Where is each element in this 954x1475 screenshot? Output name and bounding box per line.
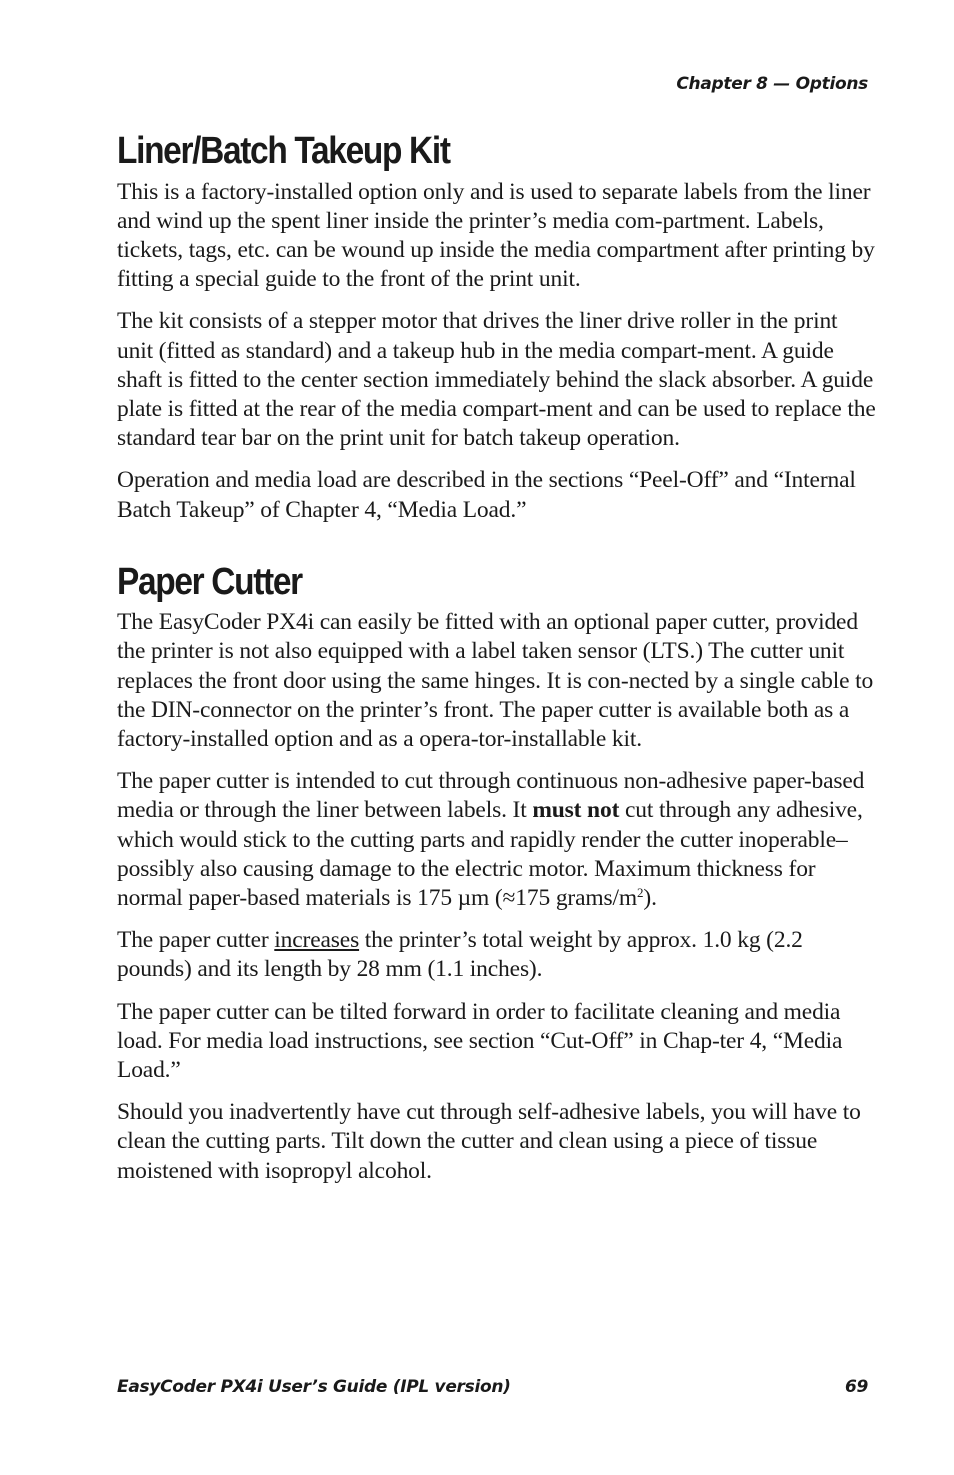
text-run: ).	[643, 885, 657, 912]
text-run: The paper cutter is intended to cut through continuous non-adhesive paper-based media or through the liner between labels. It	[117, 768, 865, 824]
text-run: the printer’s total weight by approx. 1.0 kg (2.2 pounds) and its length by 28 mm (1.1 inches).	[117, 927, 803, 983]
running-head: Chapter 8 — Options	[676, 74, 868, 94]
paragraph	[117, 926, 877, 984]
page-number: 69	[844, 1377, 868, 1397]
emphasis-underline: increases	[274, 927, 360, 954]
paragraph: Should you inadvertently have cut through self-adhesive labels, you will have to clean the cutting parts. Tilt down the cutter and clean using a piece of tissue moistened with isopropyl alcohol.	[117, 1099, 861, 1184]
footer-title: EasyCoder PX4i User’s Guide (IPL version)	[117, 1377, 511, 1397]
text-run: The paper cutter	[117, 927, 275, 954]
superscript: 2	[637, 885, 644, 901]
text-run: cut through any adhesive, which would stick to the cutting parts and rapidly render the cutter inoperable–possibly also causing damage to the electric motor. Maximum thickness for normal paper-based materials is 175 µm (≈175 grams/m	[117, 797, 863, 912]
paragraph: Operation and media load are described in the sections “Peel-Off” and “Internal Batch Takeup” of Chapter 4, “Media Load.”	[117, 467, 856, 523]
paragraph: The EasyCoder PX4i can easily be fitted with an optional paper cutter, provided the printer is not also equipped with a label taken sensor (LTS.) The cutter unit replaces the front door using the same hinges. It is con-nected by a single cable to the DIN-connector on the printer’s front. The paper cutter is available both as a factory-installed option and as a opera-tor-installable kit.	[117, 609, 874, 753]
paragraph: This is a factory-installed option only and is used to separate labels from the liner and wind up the spent liner inside the printer’s media com-partment. Labels, tickets, tags, etc. can be wound up inside the media compartment after printing by fitting a special guide to the front of the print unit.	[117, 178, 875, 293]
emphasis-bold: must not	[532, 797, 620, 824]
paragraph: The paper cutter can be tilted forward in order to facilitate cleaning and media load. For media load instructions, see section “Cut-Off” in Chap-ter 4, “Media Load.”	[117, 998, 843, 1084]
page-content	[117, 128, 877, 1186]
paragraph: The kit consists of a stepper motor that drives the liner drive roller in the print unit (fitted as standard) and a takeup hub in the media compart-ment. A guide shaft is fitted to the center section immediately behind the slack absorber. A guide plate is fitted at the rear of the media compart-ment and can be used to replace the standard tear bar on the print unit for batch takeup operation.	[117, 308, 876, 452]
paragraph	[117, 767, 877, 913]
section-heading-liner-batch-takeup-kit: Liner/Batch Takeup Kit	[117, 130, 450, 172]
section-heading-paper-cutter: Paper Cutter	[117, 560, 302, 603]
